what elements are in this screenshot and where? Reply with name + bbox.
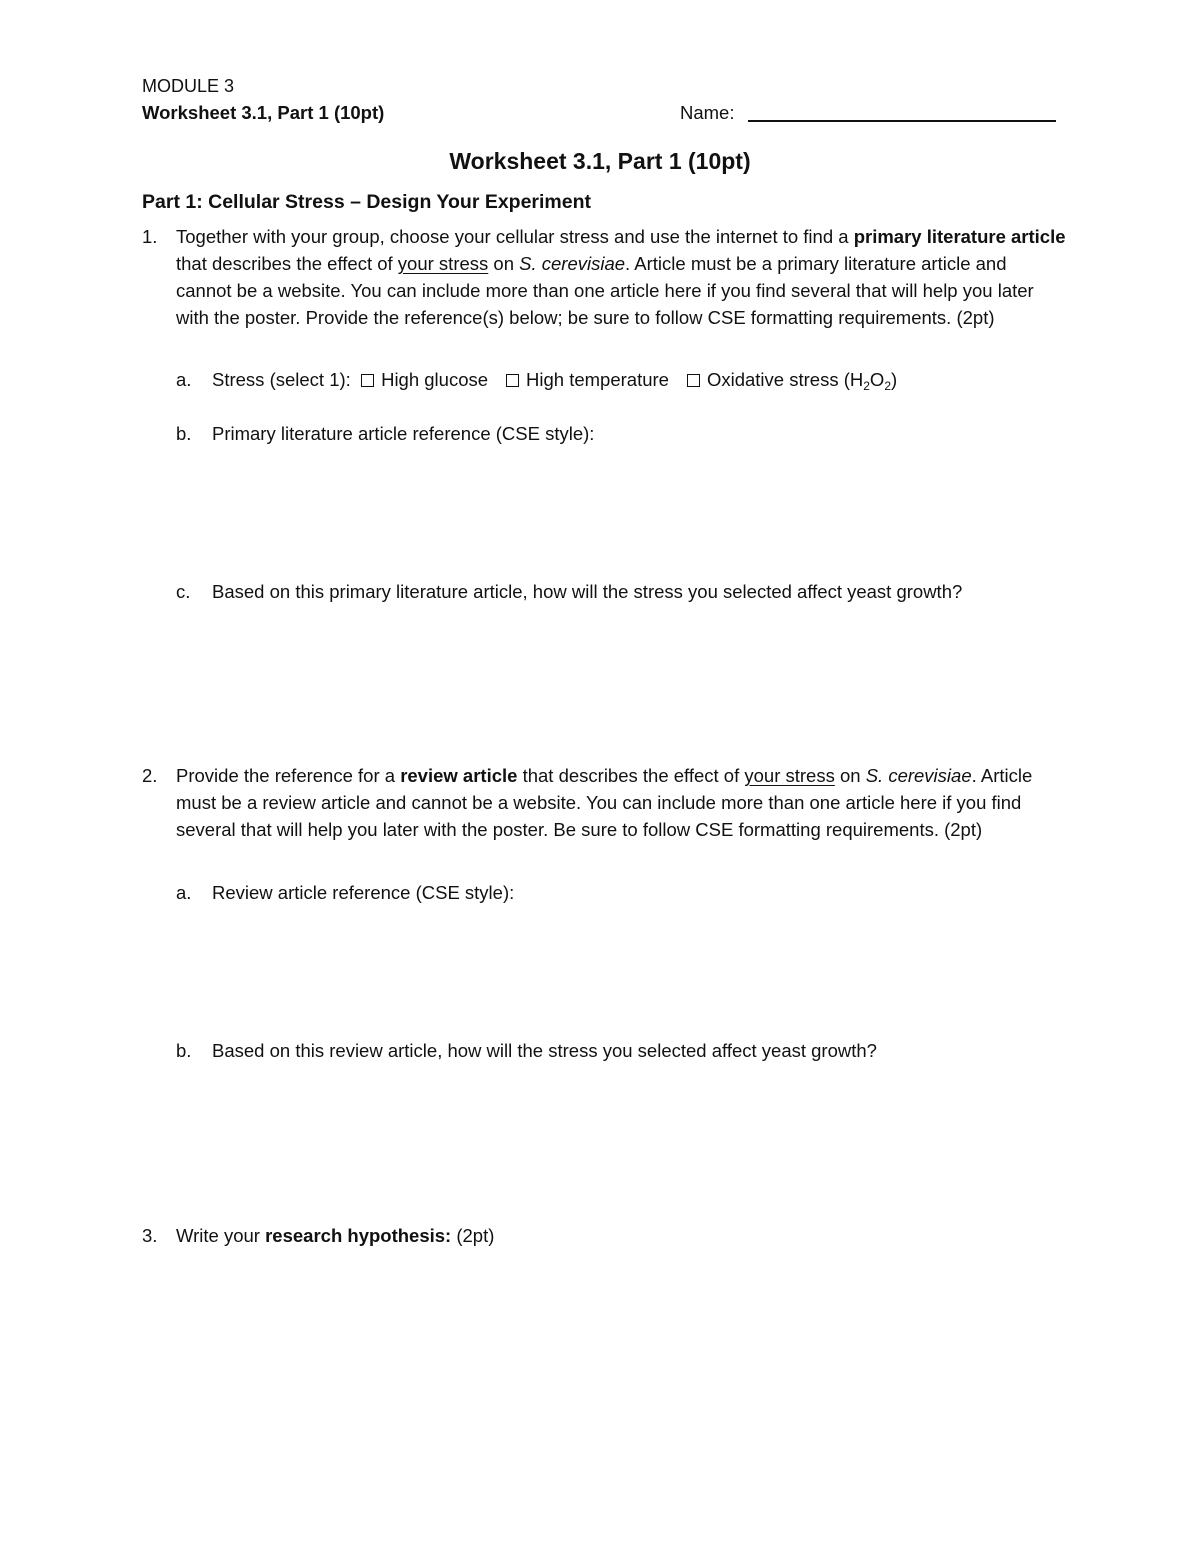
name-label: Name: xyxy=(680,102,735,123)
q2-text-4: . Article must be a review article and cannot be a website. You can include more than one article here if you find several that will help you later with the poster. Be sure to follow CSE formatting requirements. (2pt) xyxy=(176,765,1033,840)
subscript: 2 xyxy=(863,379,870,393)
q2b-text: Based on this review article, how will the stress you selected affect yeast growth? xyxy=(212,1040,877,1061)
header-subtitle: Worksheet 3.1, Part 1 (10pt) xyxy=(142,102,385,123)
option-oxidative-stress[interactable] xyxy=(687,366,897,393)
q3-text-2: (2pt) xyxy=(451,1225,495,1246)
q1c-answer-area[interactable] xyxy=(212,610,1052,750)
q2-number: 2. xyxy=(142,765,158,786)
q1c-text: Based on this primary literature article, how will the stress you selected affect yeast growth? xyxy=(212,581,963,602)
q1-italic-species: S. cerevisiae xyxy=(519,253,626,274)
q1a-line xyxy=(212,366,915,393)
q2-italic-species: S. cerevisiae xyxy=(865,765,972,786)
option-high-temperature[interactable] xyxy=(506,366,669,393)
q1-bold-primary: primary literature article xyxy=(853,226,1066,247)
q3-text-1: Write your xyxy=(176,1225,266,1246)
q2-bold-review: review article xyxy=(400,765,518,786)
q2b-answer-area[interactable] xyxy=(212,1069,1052,1209)
q1a-letter: a. xyxy=(176,369,192,390)
q2-underline-stress: your stress xyxy=(744,765,835,786)
option-label: High glucose xyxy=(381,369,489,390)
q3-text xyxy=(176,1222,494,1249)
q1-number: 1. xyxy=(142,226,158,247)
option-label: High temperature xyxy=(526,369,669,390)
option-label-end: ) xyxy=(891,369,898,390)
q2b-letter: b. xyxy=(176,1040,192,1061)
q1c-letter: c. xyxy=(176,581,191,602)
q2-text-2: that describes the effect of xyxy=(517,765,745,786)
page-title: Worksheet 3.1, Part 1 (10pt) xyxy=(449,148,751,174)
q2-text-1: Provide the reference for a xyxy=(176,765,401,786)
q1-text-1: Together with your group, choose your cellular stress and use the internet to find a xyxy=(176,226,854,247)
q1b-answer-area[interactable] xyxy=(212,452,1052,562)
name-field[interactable] xyxy=(748,120,1056,122)
q1-text-3: on xyxy=(488,253,520,274)
option-label: Oxidative stress (H xyxy=(706,369,864,390)
q1-text-4: . Article must be a primary literature article and cannot be a website. You can include more than one article here if you find several that will help you later with the poster. Provide the reference(s) below; be sure to follow CSE formatting requirements. (2pt) xyxy=(176,253,1034,328)
option-high-glucose[interactable] xyxy=(361,366,488,393)
checkbox-icon[interactable] xyxy=(361,374,374,387)
q3-answer-area[interactable] xyxy=(212,1256,1052,1456)
q1b-letter: b. xyxy=(176,423,192,444)
q2-text xyxy=(176,762,1066,843)
subscript: 2 xyxy=(884,379,891,393)
stress-select-label: Stress (select 1): xyxy=(212,369,351,390)
q3-number: 3. xyxy=(142,1225,158,1246)
q1-text-2: that describes the effect of xyxy=(176,253,398,274)
q1-underline-stress: your stress xyxy=(397,253,489,274)
q1-text xyxy=(176,223,1066,331)
q2a-letter: a. xyxy=(176,882,192,903)
checkbox-icon[interactable] xyxy=(687,374,700,387)
q2a-answer-area[interactable] xyxy=(212,911,1052,1021)
option-label-mid: O xyxy=(869,369,885,390)
q1b-text: Primary literature article reference (CSE style): xyxy=(212,423,595,444)
module-label: MODULE 3 xyxy=(142,76,235,96)
q2a-text: Review article reference (CSE style): xyxy=(212,882,515,903)
q3-bold-hypothesis: research hypothesis: xyxy=(265,1225,452,1246)
section-heading: Part 1: Cellular Stress – Design Your Experiment xyxy=(142,191,592,213)
q2-text-3: on xyxy=(834,765,866,786)
checkbox-icon[interactable] xyxy=(506,374,519,387)
